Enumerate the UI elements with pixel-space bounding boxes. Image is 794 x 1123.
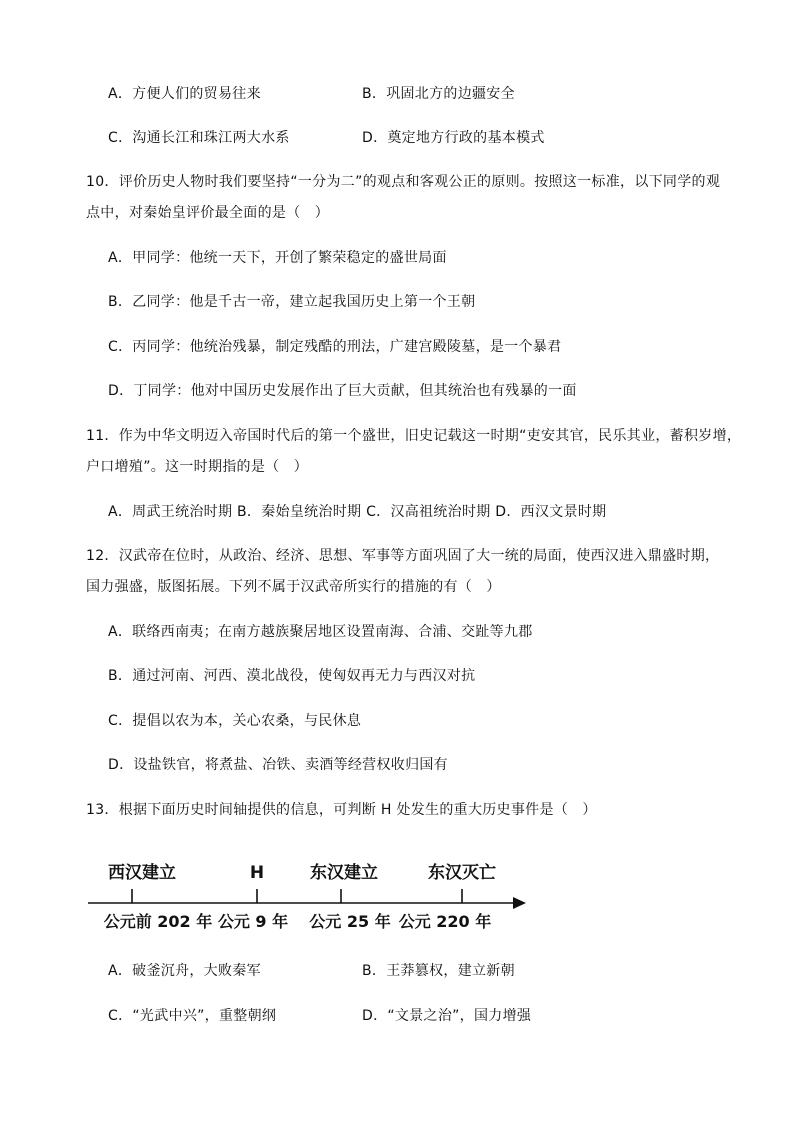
q10-stem-line2: 点中，对秦始皇评价最全面的是（ ） bbox=[86, 205, 330, 221]
q11-stem-line2: 户口增殖”。这一时期指的是（ ） bbox=[86, 459, 309, 475]
timeline-arrowhead bbox=[513, 897, 526, 909]
q9-option-b: B．巩固北方的边疆安全 bbox=[362, 86, 515, 102]
timeline-figure bbox=[80, 850, 540, 940]
q12-option-b: B．通过河南、河西、漠北战役，使匈奴再无力与西汉对抗 bbox=[108, 668, 476, 684]
q9-option-c: C．沟通长江和珠江两大水系 bbox=[108, 130, 290, 146]
q11-options: A．周武王统治时期 B．秦始皇统治时期 C．汉高祖统治时期 D．西汉文景时期 bbox=[108, 504, 607, 520]
q11-stem-line1: 11．作为中华文明迈入帝国时代后的第一个盛世，旧史记载这一时期“吏安其官，民乐其业，蓄积岁增， bbox=[86, 428, 742, 444]
q10-option-b: B．乙同学：他是千古一帝，建立起我国历史上第一个王朝 bbox=[108, 294, 476, 310]
timeline-date-label: 公元 9 年 bbox=[217, 912, 289, 931]
timeline-date-label: 公元 25 年 bbox=[309, 912, 391, 931]
q9-option-d: D．奠定地方行政的基本模式 bbox=[362, 130, 545, 146]
q13-stem: 13．根据下面历史时间轴提供的信息，可判断 H 处发生的重大历史事件是（ ） bbox=[86, 802, 597, 818]
q12-stem-line1: 12．汉武帝在位时，从政治、经济、思想、军事等方面巩固了大一统的局面，使西汉进入鼎盛时期， bbox=[86, 548, 720, 564]
q10-option-d: D．丁同学：他对中国历史发展作出了巨大贡献，但其统治也有残暴的一面 bbox=[108, 383, 577, 399]
q13-option-c: C．“光武中兴”，重整朝纲 bbox=[108, 1008, 277, 1024]
q10-stem-line1: 10．评价历史人物时我们要坚持“一分为二”的观点和客观公正的原则。按照这一标准，以下同学的观 bbox=[86, 174, 721, 190]
timeline-event-label: H bbox=[249, 863, 265, 883]
q13-option-b: B．王莽篡权，建立新朝 bbox=[362, 963, 515, 979]
q9-option-a: A．方便人们的贸易往来 bbox=[108, 86, 261, 102]
q10-option-c: C．丙同学：他统治残暴，制定残酷的刑法，广建宫殿陵墓，是一个暴君 bbox=[108, 339, 562, 355]
timeline-event-label: 东汉建立 bbox=[310, 863, 378, 883]
timeline-date-label: 公元 220 年 bbox=[398, 912, 492, 931]
q10-option-a: A．甲同学：他统一天下，开创了繁荣稳定的盛世局面 bbox=[108, 250, 447, 266]
q13-option-a: A．破釜沉舟，大败秦军 bbox=[108, 963, 261, 979]
q12-option-c: C．提倡以农为本，关心农桑，与民休息 bbox=[108, 713, 362, 729]
q12-option-d: D．设盐铁官，将煮盐、冶铁、卖酒等经营权收归国有 bbox=[108, 757, 448, 773]
timeline-date-label: 公元前 202 年 bbox=[103, 912, 213, 931]
q12-stem-line2: 国力强盛，版图拓展。下列不属于汉武帝所实行的措施的有（ ） bbox=[86, 579, 501, 595]
timeline-event-label: 西汉建立 bbox=[108, 863, 176, 883]
timeline-event-label: 东汉灭亡 bbox=[428, 863, 496, 883]
q12-option-a: A．联络西南夷；在南方越族聚居地区设置南海、合浦、交趾等九郡 bbox=[108, 624, 533, 640]
q13-option-d: D．“文景之治”，国力增强 bbox=[362, 1008, 532, 1024]
